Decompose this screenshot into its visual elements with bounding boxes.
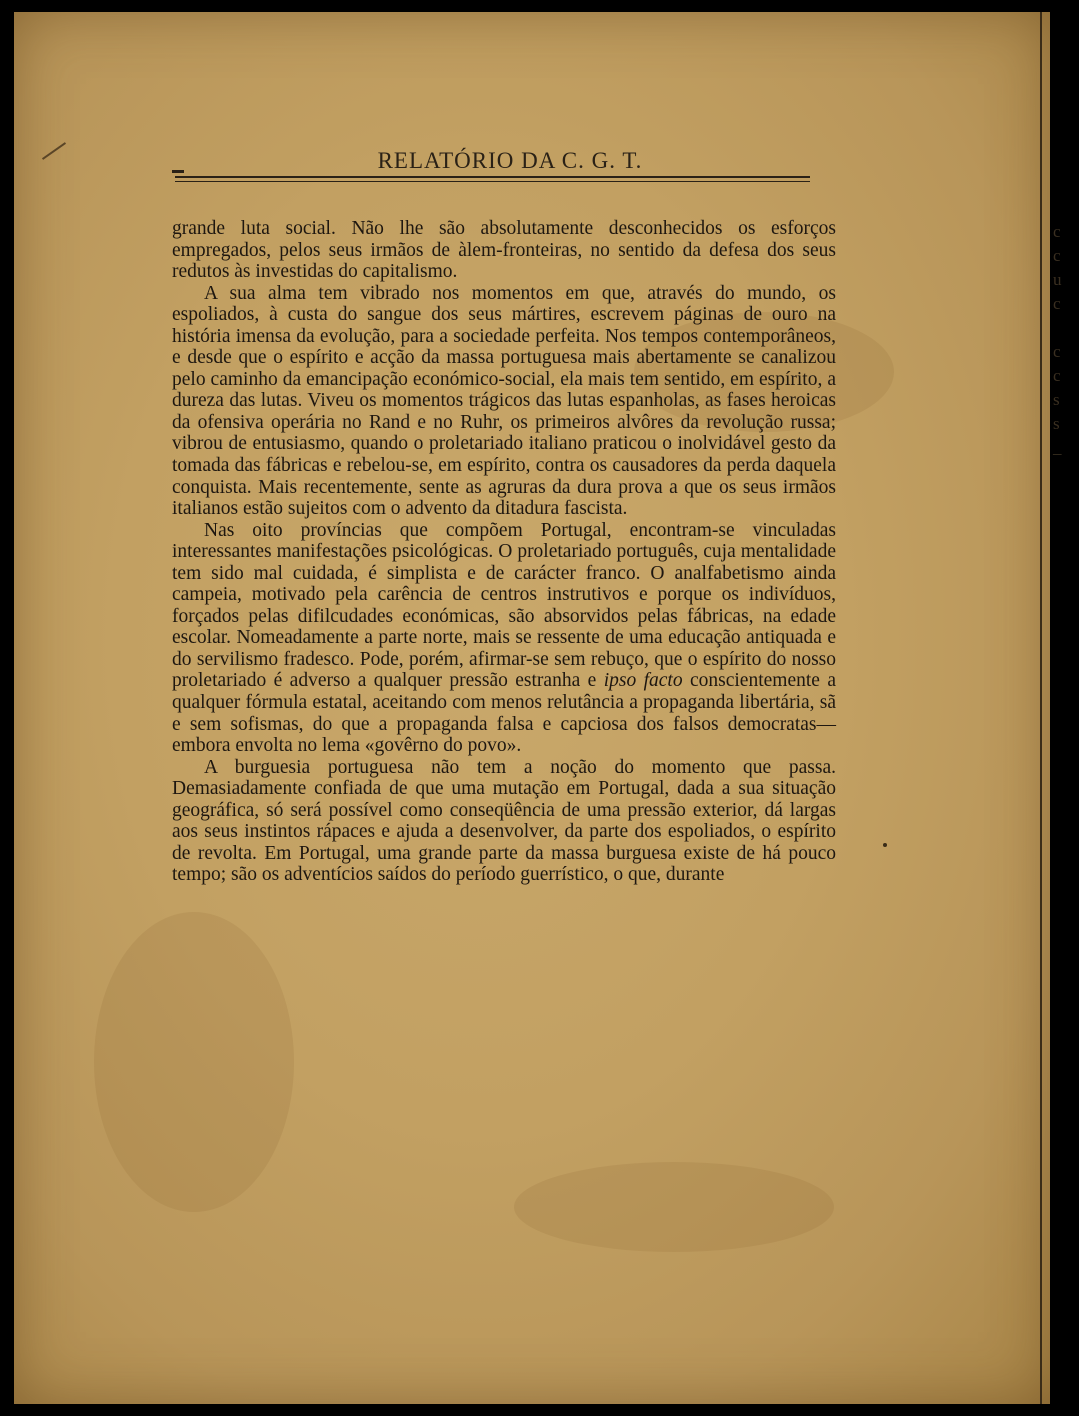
paper-stain bbox=[514, 1162, 834, 1252]
margin-dot bbox=[883, 843, 887, 847]
paragraph-text: conscientemente a qualquer fórmula estatal, aceitando com menos relutância a propaganda libertária, sã e sem sofismas, do que a propaganda falsa e capciosa dos falsos democratas—embora envolta no lema «govêrno do povo». bbox=[172, 670, 836, 757]
paragraph bbox=[172, 757, 836, 886]
paragraph bbox=[172, 520, 836, 757]
bleed-letter: u bbox=[1053, 270, 1062, 289]
bleed-letter: s bbox=[1053, 414, 1060, 433]
paragraph-text: grande luta social. Não lhe são absolutamente desconhecidos os esforços empregados, pelos seus irmãos de àlem-fronteiras, no sentido da defesa dos seus redutos às investidas do capitalismo. bbox=[172, 218, 836, 283]
header-dash bbox=[172, 170, 184, 173]
bleed-letter: c bbox=[1053, 222, 1061, 241]
bleed-letter: c bbox=[1053, 294, 1061, 313]
paper-stain bbox=[94, 912, 294, 1212]
bleed-through-letters bbox=[1053, 220, 1069, 460]
bleed-letter: c bbox=[1053, 366, 1061, 385]
body-text bbox=[172, 218, 836, 886]
header-rule-thick bbox=[175, 176, 810, 178]
paragraph-text: A burguesia portuguesa não tem a noção do momento que passa. Demasiadamente confiada de que uma mutação em Portugal, dada a sua situação geográfica, só será possível como conseqüência de uma pressão exterior, dá largas aos seus instintos rápaces e ajuda a desenvolver, da parte dos espoliados, o espírito de revolta. Em Portugal, uma grande parte da massa burguesa existe de há pouco tempo; são os adventícios saídos do período guerrístico, o que, durante bbox=[172, 756, 836, 886]
page-header-title: RELATÓRIO DA C. G. T. bbox=[377, 148, 643, 173]
paragraph-text: Nas oito províncias que compõem Portugal, encontram-se vinculadas interessantes manifestações psicológicas. O proletariado português, cuja mentalidade tem sido mal cuidada, é simplista e de carácter franco. O analfabetismo ainda campeia, motivado pela carência de centros instrutivos e porque os indivíduos, forçados pelas difilcudades económicas, são absorvidos pelas fábricas, na edade escolar. Nomeadamente a parte norte, mais se ressente de uma educação antiquada e do servilismo fradesco. Pode, porém, afirmar-se sem rebuço, que o espírito do nosso proletariado é adverso a qualquer pressão estranha e bbox=[172, 519, 836, 692]
bleed-letter: c bbox=[1053, 246, 1061, 265]
italic-phrase: ipso facto bbox=[603, 670, 683, 692]
paragraph-text: A sua alma tem vibrado nos momentos em que, através do mundo, os espoliados, à custa do sangue dos seus mártires, escrevem páginas de ouro na história imensa da evolução, para a sociedade perfeita. Nos tempos contemporâneos, e desde que o espírito e acção da massa portuguesa mais abertamente se canalizou pelo caminho da emancipação económico-social, ela mais tem sentido, em espírito, a dureza das lutas. Viveu os momentos trágicos das lutas espanholas, as fases heroicas da ofensiva operária no Rand e no Ruhr, os primeiros alvôres da revolução russa; vibrou de entusiasmo, quando o proletariado italiano praticou o inolvidável gesto da tomada das fábricas e rebelou-se, em espírito, contra os causadores da perda daquela conquista. Mais recentemente, sente as agruras da dura prova a que os seus irmãos italianos estão sujeitos com o advento da ditadura fascista. bbox=[172, 282, 836, 520]
paragraph bbox=[172, 283, 836, 520]
bleed-letter: s bbox=[1053, 390, 1060, 409]
bleed-letter: c bbox=[1053, 342, 1061, 361]
page-right-edge bbox=[1040, 12, 1042, 1404]
paragraph bbox=[172, 218, 836, 283]
bleed-letter: _ bbox=[1053, 438, 1062, 457]
bleed-letter bbox=[1053, 316, 1069, 340]
header-rule-thin bbox=[175, 181, 810, 182]
